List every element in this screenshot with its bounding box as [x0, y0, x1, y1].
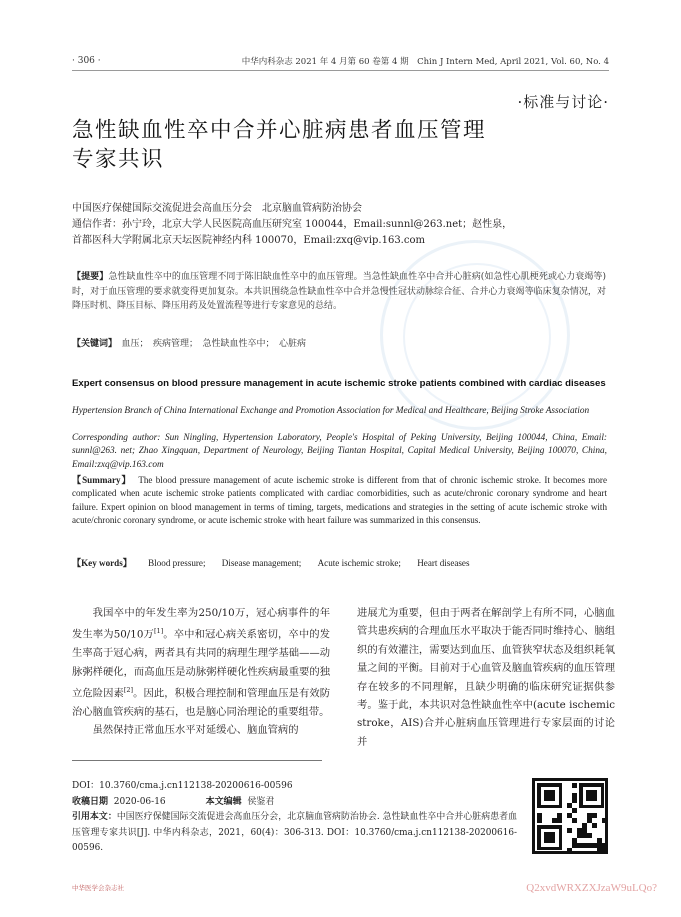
english-summary: [72, 474, 607, 527]
en-keyword: Blood pressure;: [148, 558, 206, 568]
header-rule: [72, 70, 609, 71]
english-corresponding: Corresponding author: Sun Ningling, Hypertension Laboratory, People's Hospital of Peking University, Beijing 100044, China, Email: sunnl@263. net; Zhao Xingquan, Department of Neurology, Beijing Tiantan Hospital, Capital Medical University, Beijing 100070, China, Email:zxq@vip.163.com: [72, 433, 607, 470]
keywords-label: 【关键词】: [72, 339, 113, 349]
body-paragraph: 虽然保持正常血压水平对延缓心、脑血管病的: [92, 724, 299, 737]
abstract-label: 【提要】: [72, 272, 109, 282]
keywords-text: 血压； 疾病管理； 急性缺血性卒中； 心脏病: [121, 339, 307, 349]
en-keywords-label: 【Key words】: [72, 558, 132, 568]
abstract-text: 急性缺血性卒中的血压管理不同于陈旧缺血性卒中的血压管理。当急性缺血性卒中合并心脏病(如急性心肌梗死或心力衰竭等)时，对于血压管理的要求就变得更加复杂。本共识围绕急性缺血性卒中合并急慢性冠状动脉综合征、合并心力衰竭等临床复杂情况，对降压时机、降压目标、降压用药及处置流程等进行专家意见的总结。: [72, 272, 606, 312]
bottom-code: Q2xvdWRXZXJzaW9uLQo?: [526, 882, 657, 894]
publisher-logo: 中华医学会杂志社: [72, 884, 124, 892]
en-keyword: Disease management;: [221, 558, 302, 568]
qr-code[interactable]: [532, 778, 608, 854]
corresponding-line-2: 首都医科大学附属北京天坛医院神经内科 100070，Email:zxq@vip.163.com: [72, 235, 425, 247]
editor-name: 侯鉴君: [247, 797, 275, 807]
society-watermark: [380, 240, 570, 430]
title-line-1: 急性缺血性卒中合并心脏病患者血压管理: [72, 118, 487, 143]
cite-text: 中国医疗保健国际交流促进会高血压分会，北京脑血管病防治协会. 急性缺血性卒中合并心脏病患者血压管理专家共识[J]. 中华内科杂志，2021，60(4)：306-313. DOI：10.3760/cma.j.cn112138-20200616-00596.: [72, 812, 518, 853]
body-right-column: [357, 604, 615, 751]
summary-label: 【Summary】: [72, 475, 132, 485]
received-line: [72, 794, 274, 807]
body-paragraph: [72, 604, 330, 721]
en-keyword: Heart diseases: [417, 558, 470, 568]
received-date: 2020-06-16: [113, 797, 166, 807]
running-head: 中华内科杂志 2021 年 4 月第 60 卷第 4 期 Chin J Intern Med, April 2021, Vol. 60, No. 4: [241, 57, 609, 67]
corresponding-line-1: 通信作者：孙宁玲，北京大学人民医院高血压研究室 100044，Email:sunnl@263.net；赵性泉，: [72, 219, 513, 231]
article-title: [72, 116, 532, 174]
body-paragraph: 进展尤为重要，但由于两者在解剖学上有所不同，心脑血管共患疾病的合理血压水平取决于能否同时维持心、脑组织的有效灌注，需要达到血压、血管狭窄状态及组织耗氧量之间的平衡。目前对于心血管及脑血管疾病的血压管理存在较多的不同理解，且缺少明确的临床研究证据供参考。鉴于此，本共识对急性缺血性卒中(acute ischemic stroke，AIS)合并心脏病血压管理进行专家层面的讨论并: [357, 607, 615, 748]
english-keywords: [72, 557, 607, 570]
chinese-abstract: [72, 270, 606, 314]
english-affiliation: Hypertension Branch of China International Exchange and Promotion Association for Medical and Healthcare, Beijing Stroke Association: [72, 406, 590, 416]
body-left-column: [72, 604, 330, 740]
doi-line[interactable]: DOI：10.3760/cma.j.cn112138-20200616-00596: [72, 781, 293, 791]
page-number: · 306 ·: [72, 56, 101, 66]
english-title: Expert consensus on blood pressure management in acute ischemic stroke patients combined with cardiac diseases: [72, 378, 606, 389]
body-text: 我国卒中的年发生率为250/10万，冠心病事件的年发生率为50/10万: [72, 607, 330, 641]
received-label: 收稿日期: [72, 797, 109, 807]
footnote-rule: [72, 760, 322, 761]
cite-label: 引用本文：: [72, 812, 117, 822]
body-text: 。因此，积极合理控制和管理血压是有效防治心脑血管疾病的基石，也是脑心同治理论的重要组带。: [72, 687, 331, 718]
author-organizations: 中国医疗保健国际交流促进会高血压分会 北京脑血管病防治协会: [72, 203, 362, 214]
citation-block: [72, 810, 517, 857]
citation-2[interactable]: [2]: [123, 686, 134, 695]
author-block: [72, 201, 612, 250]
body-text: 。卒中和冠心病关系密切，卒中的发生率高于冠心病，两者具有共同的病理生理学基础——动脉粥样硬化，而高血压是动脉粥样硬化性疾病最重要的独立危险因素: [72, 628, 331, 700]
summary-text: The blood pressure management of acute ischemic stroke is different from that of chronic ischemic stroke. It becomes more complicated when acute ischemic stroke patients complicated with cardiac comorbidities, such as acute/chronic coronary syndrome and heart failure. Expert opinion on blood management in terms of timing, targets, medications and strategies in the setting of acute ischemic stroke with acute/chronic coronary syndrome, or acute ischemic stroke with heart failure was summarized in this consensus.: [72, 475, 607, 525]
citation-1[interactable]: [1]: [153, 627, 164, 636]
en-keyword: Acute ischemic stroke;: [317, 558, 401, 568]
editor-label: 本文编辑: [205, 797, 242, 807]
chinese-keywords: [72, 336, 306, 349]
column-label: ·标准与讨论·: [517, 93, 609, 111]
title-line-2: 专家共识: [72, 147, 165, 172]
